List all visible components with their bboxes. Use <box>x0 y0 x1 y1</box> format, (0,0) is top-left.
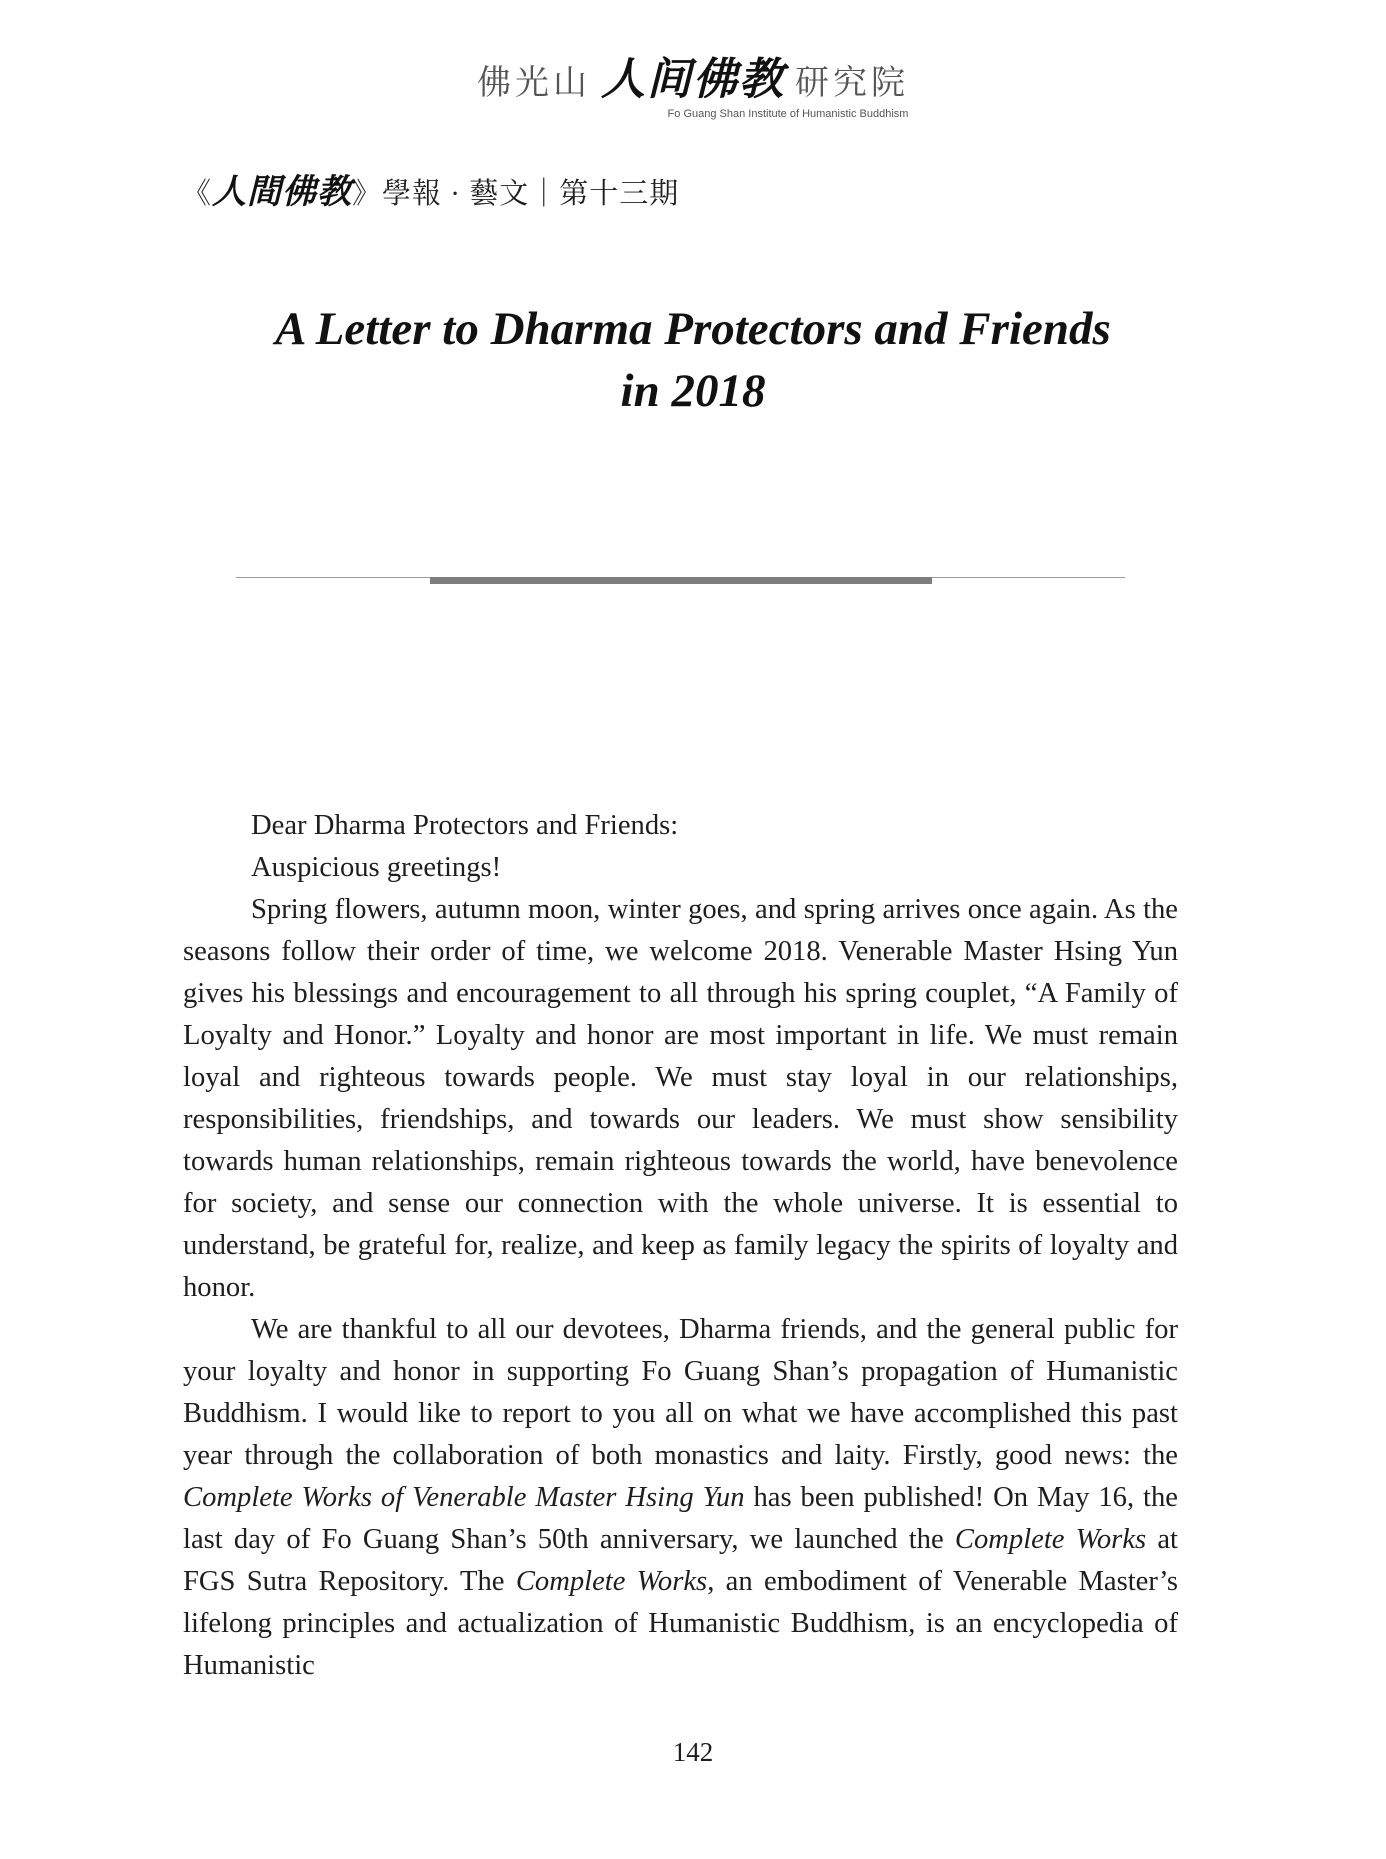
journal-close-bracket: 》 <box>352 178 383 210</box>
letter-body <box>183 805 1178 1687</box>
paragraph-2-text-3: at FGS Sutra Repository. The <box>183 1524 1178 1597</box>
institute-logo <box>0 54 1386 106</box>
institute-english-name: Fo Guang Shan Institute of Humanistic Buddhism <box>667 108 909 120</box>
institute-calligraphy: 人间佛教 <box>601 54 785 105</box>
salutation: Dear Dharma Protectors and Friends: <box>251 810 679 841</box>
page-number: 142 <box>672 1737 714 1767</box>
paragraph-2-text-2: has been published! On May 16, the last day of Fo Guang Shan’s 50th anniversary, we launched the <box>183 1482 1178 1555</box>
paragraph-1: Spring flowers, autumn moon, winter goes, and spring arrives once again. As the seasons follow their order of time, we welcome 2018. Venerable Master Hsing Yun gives his blessings and encouragement to all through his spring couplet, “A Family of Loyalty and Honor.” Loyalty and honor are most important in life. We must remain loyal and righteous towards people. We must stay loyal in our relationships, responsibilities, friendships, and towards our leaders. We must show sensibility towards human relationships, remain righteous towards the world, have benevolence for society, and sense our connection with the whole universe. It is essential to understand, be grateful for, realize, and keep as family legacy the spirits of loyalty and honor. <box>183 894 1178 1303</box>
institute-prefix: 佛光山 <box>477 65 591 102</box>
paragraph-2 <box>183 1309 1178 1687</box>
paragraph-2-text-4: , an embodiment of Venerable Master’s lifelong principles and actualization of Humanistic Buddhism, is an encyclopedia of Humanistic <box>183 1566 1179 1681</box>
paragraph-2-italic-2: Complete Works <box>954 1524 1147 1555</box>
paragraph-2-text-1: We are thankful to all our devotees, Dharma friends, and the general public for your loyalty and honor in supporting Fo Guang Shan’s propagation of Humanistic Buddhism. I would like to report to you all on what we have accomplished this past year through the collaboration of both monastics and laity. Firstly, good news: the <box>183 1314 1178 1471</box>
paragraph-2-italic-1: Complete Works of Venerable Master Hsing Yun <box>183 1482 745 1513</box>
journal-open-bracket: 《 <box>182 178 213 210</box>
title-divider-thick <box>430 577 932 584</box>
article-title-line-1: A Letter to Dharma Protectors and Friends <box>275 303 1111 355</box>
article-title-line-2: in 2018 <box>620 365 766 417</box>
journal-name: 人間佛教 <box>212 174 353 211</box>
institute-header <box>0 54 1386 120</box>
journal-section-issue: 學報 · 藝文｜第十三期 <box>382 178 680 210</box>
article-title <box>0 298 1386 422</box>
paragraph-2-italic-3: Complete Works <box>515 1566 708 1597</box>
institute-suffix: 研究院 <box>795 65 909 102</box>
greeting: Auspicious greetings! <box>251 852 502 883</box>
journal-running-header <box>182 164 679 213</box>
